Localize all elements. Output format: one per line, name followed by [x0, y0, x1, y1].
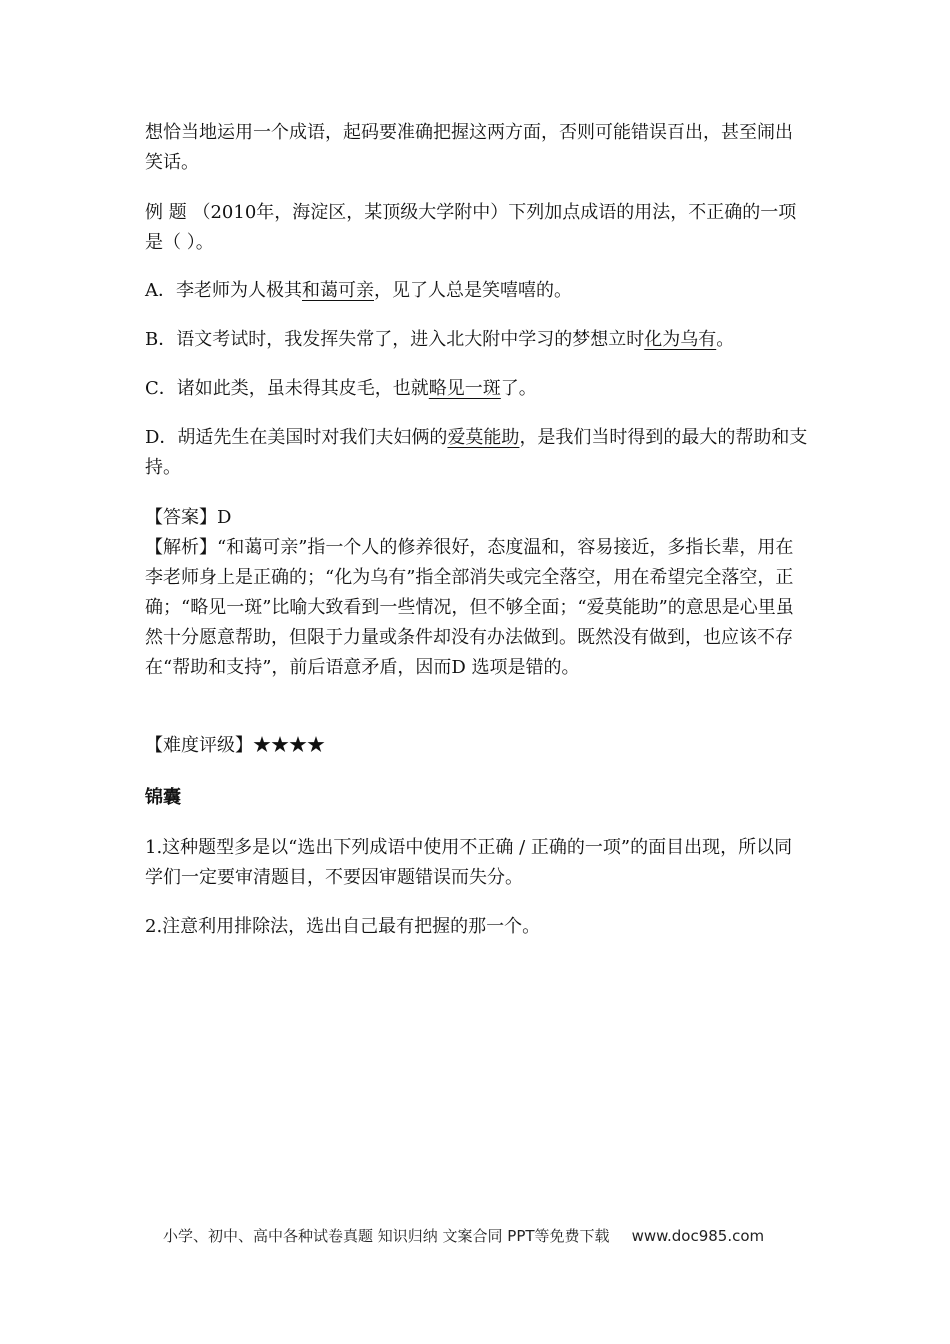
option-c	[145, 374, 810, 404]
example-text: （2010年，海淀区，某顶级大学附中）下列加点成语的用法，不正确的一项是（ ）。	[145, 202, 797, 253]
option-a-idiom: 和蔼可亲	[302, 280, 374, 301]
option-d-idiom: 爱莫能助	[447, 427, 520, 448]
option-d-prefix: D．胡适先生在美国时对我们夫妇俩的	[145, 427, 448, 448]
difficulty-line	[145, 731, 810, 761]
option-d-suffix: ，是我们当时得到的最大的帮助和支持。	[145, 427, 808, 478]
analysis-paragraph	[145, 533, 810, 683]
option-b	[145, 325, 810, 355]
option-c-suffix: 了。	[500, 378, 537, 399]
option-c-prefix: C．诸如此类，虽未得其皮毛，也就	[145, 378, 429, 399]
intro-paragraph: 想恰当地运用一个成语，起码要准确把握这两方面，否则可能错误百出，甚至闹出笑话。	[145, 122, 793, 173]
tip-item-2: 2.注意利用排除法，选出自己最有把握的那一个。	[145, 916, 541, 937]
analysis-label: 【解析】	[145, 537, 217, 558]
footer-site-link[interactable]: www.doc985.com	[631, 1227, 765, 1245]
difficulty-label: 【难度评级】	[145, 735, 253, 756]
option-a-suffix: ，见了人总是笑嘻嘻的。	[374, 280, 572, 301]
answer-value: D	[217, 507, 232, 528]
example-label: 例 题	[145, 202, 187, 223]
tip-item-1: 1.这种题型多是以“选出下列成语中使用不正确 / 正确的一项”的面目出现，所以同学们一定要审清题目，不要因审题错误而失分。	[145, 837, 793, 888]
difficulty-stars: ★★★★	[253, 735, 325, 756]
answer-line	[145, 503, 810, 533]
example-question	[145, 198, 810, 258]
answer-label: 【答案】	[145, 507, 217, 528]
analysis-text: “和蔼可亲”指一个人的修养很好，态度温和，容易接近，多指长辈，用在李老师身上是正确的；“化为乌有”指全部消失或完全落空，用在希望完全落空，正确；“略见一斑”比喻大致看到一些情况，但不够全面；“爱莫能助”的意思是心里虽然十分愿意帮助，但限于力量或条件却没有办法做到。既然没有做到，也应该不存在“帮助和支持”，前后语意矛盾，因而D 选项是错的。	[145, 537, 794, 678]
footer-text: 小学、初中、高中各种试卷真题 知识归纳 文案合同 PPT等免费下载	[163, 1227, 610, 1245]
tips-heading: 锦囊	[145, 787, 181, 808]
option-d	[145, 423, 810, 483]
option-b-idiom: 化为乌有	[644, 329, 717, 350]
option-b-suffix: 。	[716, 329, 735, 350]
option-a-prefix: A．李老师为人极其	[145, 280, 302, 301]
option-c-idiom: 略见一斑	[428, 378, 501, 399]
option-a	[145, 276, 810, 306]
page-footer	[163, 1226, 803, 1246]
option-b-prefix: B．语文考试时，我发挥失常了，进入北大附中学习的梦想立时	[145, 329, 645, 350]
